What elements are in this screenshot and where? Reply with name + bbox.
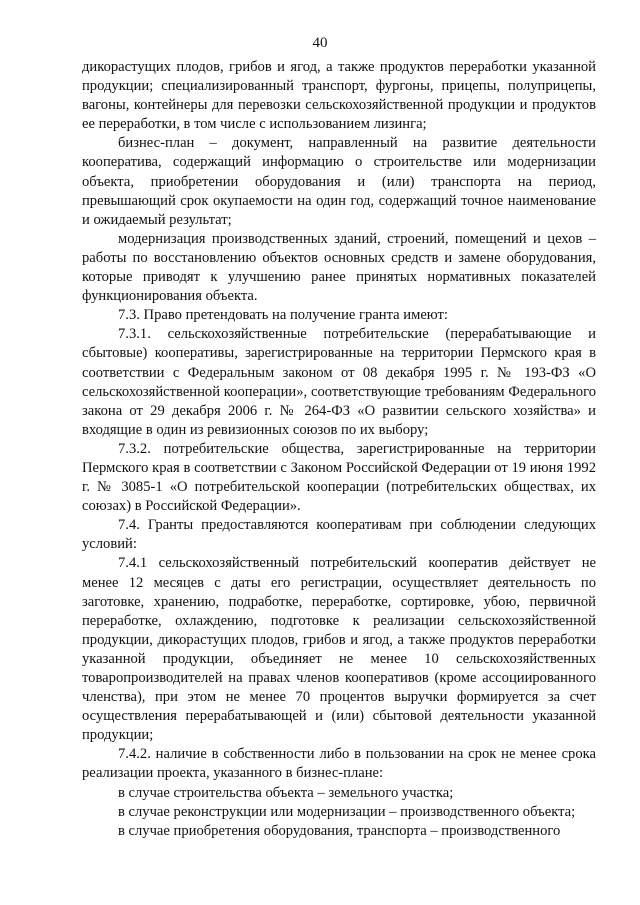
paragraph: бизнес-план – документ, направленный на развитие деятельности кооператива, содержащий информацию о строительстве или модернизации объекта, приобретении оборудования и (или) транспорта на период, превышающий срок окупаемости на один год, содержащий точное наименование и ожидаемый результат; — [82, 135, 596, 228]
paragraph: модернизация производственных зданий, строений, помещений и цехов – работы по восстановлению объектов основных средств и замене оборудования, которые приводят к улучшению ранее принятых нормативных показателей функционирования объекта. — [82, 230, 596, 305]
page-number: 40 — [312, 35, 328, 51]
paragraph: в случае строительства объекта – земельного участка; — [118, 784, 454, 801]
paragraph: 7.3.2. потребительские общества, зарегистрированные на территории Пермского края в соответствии с Законом Российской Федерации от 19 июня 1992 г. № 3085-1 «О потребительской кооперации (потребительских обществах, их союзах) в Российской Федерации». — [82, 440, 596, 515]
paragraph: 7.3. Право претендовать на получение гранта имеют: — [118, 307, 448, 324]
paragraph: 7.4.2. наличие в собственности либо в пользовании на срок не менее срока реализации проекта, указанного в бизнес-плане: — [82, 746, 596, 782]
paragraph: в случае реконструкции или модернизации – производственного объекта; — [118, 803, 576, 820]
paragraph: 7.3.1. сельскохозяйственные потребительские (перерабатывающие и сбытовые) кооперативы, зарегистрированные на территории Пермского края в соответствии с Федеральным законом от 08 декабря 1995 г. № 193-ФЗ «О сельскохозяйственной кооперации», соответствующие требованиям Федерального закона от 29 декабря 2006 г. № 264-ФЗ «О развитии сельского хозяйства» и входящие в один из ревизионных союзов по их выбору; — [82, 326, 596, 438]
paragraph: дикорастущих плодов, грибов и ягод, а также продуктов переработки указанной продукции; специализированный транспорт, фургоны, прицепы, полуприцепы, вагоны, контейнеры для перевозки сельскохозяйственной продукции и продуктов ее переработки, в том числе с использованием лизинга; — [82, 59, 596, 133]
paragraph: в случае приобретения оборудования, транспорта – производственного — [118, 822, 561, 839]
document-body — [82, 58, 596, 841]
paragraph: 7.4.1 сельскохозяйственный потребительский кооператив действует не менее 12 месяцев с даты его регистрации, осуществляет деятельность по заготовке, хранению, подработке, переработке, сортировке, убою, первичной переработке, охлаждению, подготовке к реализации сельскохозяйственной продукции, дикорастущих плодов, грибов и ягод, а также продуктов переработки указанной продукции, объединяет не менее 10 сельскохозяйственных товаропроизводителей на правах членов кооперативов (кроме ассоциированного членства), при этом не менее 70 процентов выручки формируется за счет осуществления перерабатывающей и (или) сбытовой деятельности указанной продукции; — [82, 555, 596, 744]
paragraph: 7.4. Гранты предоставляются кооперативам при соблюдении следующих условий: — [82, 517, 596, 553]
